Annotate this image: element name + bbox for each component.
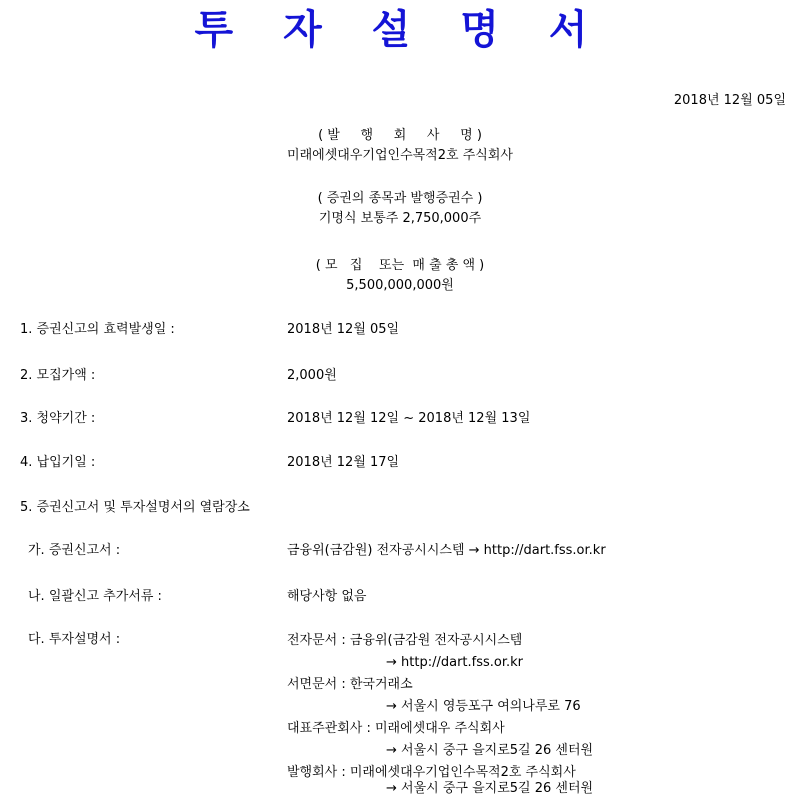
issuer-section bbox=[0, 126, 800, 166]
amount-heading: ( 모 집 또는 매 출 총 액 ) bbox=[315, 258, 485, 273]
item-effective-date-value: 2018년 12월 05일 bbox=[287, 322, 400, 337]
item-payment-date-value: 2018년 12월 17일 bbox=[287, 455, 400, 470]
item-inspection-places-label: 5. 증권신고서 및 투자설명서의 열람장소 bbox=[20, 500, 250, 515]
place-da-line: 전자문서 : 금융위(금감원 전자공시시스템 bbox=[287, 633, 523, 648]
place-ga-value: 금융위(금감원) 전자공시시스템 → http://dart.fss.or.kr bbox=[287, 543, 606, 558]
place-da-line: 서면문서 : 한국거래소 bbox=[287, 677, 413, 692]
securities-section bbox=[0, 189, 800, 229]
item-offer-price-value: 2,000원 bbox=[287, 368, 337, 383]
place-da-line: 대표주관회사 : 미래에셋대우 주식회사 bbox=[287, 721, 505, 736]
item-subscription-period-label: 3. 청약기간 : bbox=[20, 411, 96, 426]
place-da-line: 발행회사 : 미래에셋대우기업인수목적2호 주식회사 bbox=[287, 765, 576, 780]
amount-section bbox=[0, 256, 800, 296]
document-date: 2018년 12월 05일 bbox=[673, 93, 786, 108]
place-da-label: 다. 투자설명서 : bbox=[28, 632, 121, 647]
issuer-name: 미래에셋대우기업인수목적2호 주식회사 bbox=[287, 148, 513, 163]
item-payment-date-label: 4. 납입기일 : bbox=[20, 455, 96, 470]
item-effective-date-label: 1. 증권신고의 효력발생일 : bbox=[20, 322, 175, 337]
item-subscription-period-value: 2018년 12월 12일 ~ 2018년 12월 13일 bbox=[287, 411, 531, 426]
place-da-line: → http://dart.fss.or.kr bbox=[386, 655, 524, 670]
amount-value: 5,500,000,000원 bbox=[346, 278, 454, 293]
issuer-heading: ( 발 행 회 사 명 ) bbox=[318, 128, 482, 143]
place-ga-label: 가. 증권신고서 : bbox=[28, 543, 121, 558]
securities-heading: ( 증권의 종목과 발행증권수 ) bbox=[317, 191, 483, 206]
place-na-label: 나. 일괄신고 추가서류 : bbox=[28, 589, 162, 604]
securities-value: 기명식 보통주 2,750,000주 bbox=[318, 211, 482, 226]
place-na-value: 해당사항 없음 bbox=[287, 589, 367, 604]
item-offer-price-label: 2. 모집가액 : bbox=[20, 368, 96, 383]
place-da-line: → 서울시 중구 을지로5길 26 센터원 bbox=[386, 743, 594, 758]
place-da-line: → 서울시 영등포구 여의나루로 76 bbox=[386, 699, 581, 714]
document-title: 투 자 설 명 서 bbox=[194, 6, 606, 53]
place-da-line: → 서울시 중구 을지로5길 26 센터원 bbox=[386, 781, 594, 796]
